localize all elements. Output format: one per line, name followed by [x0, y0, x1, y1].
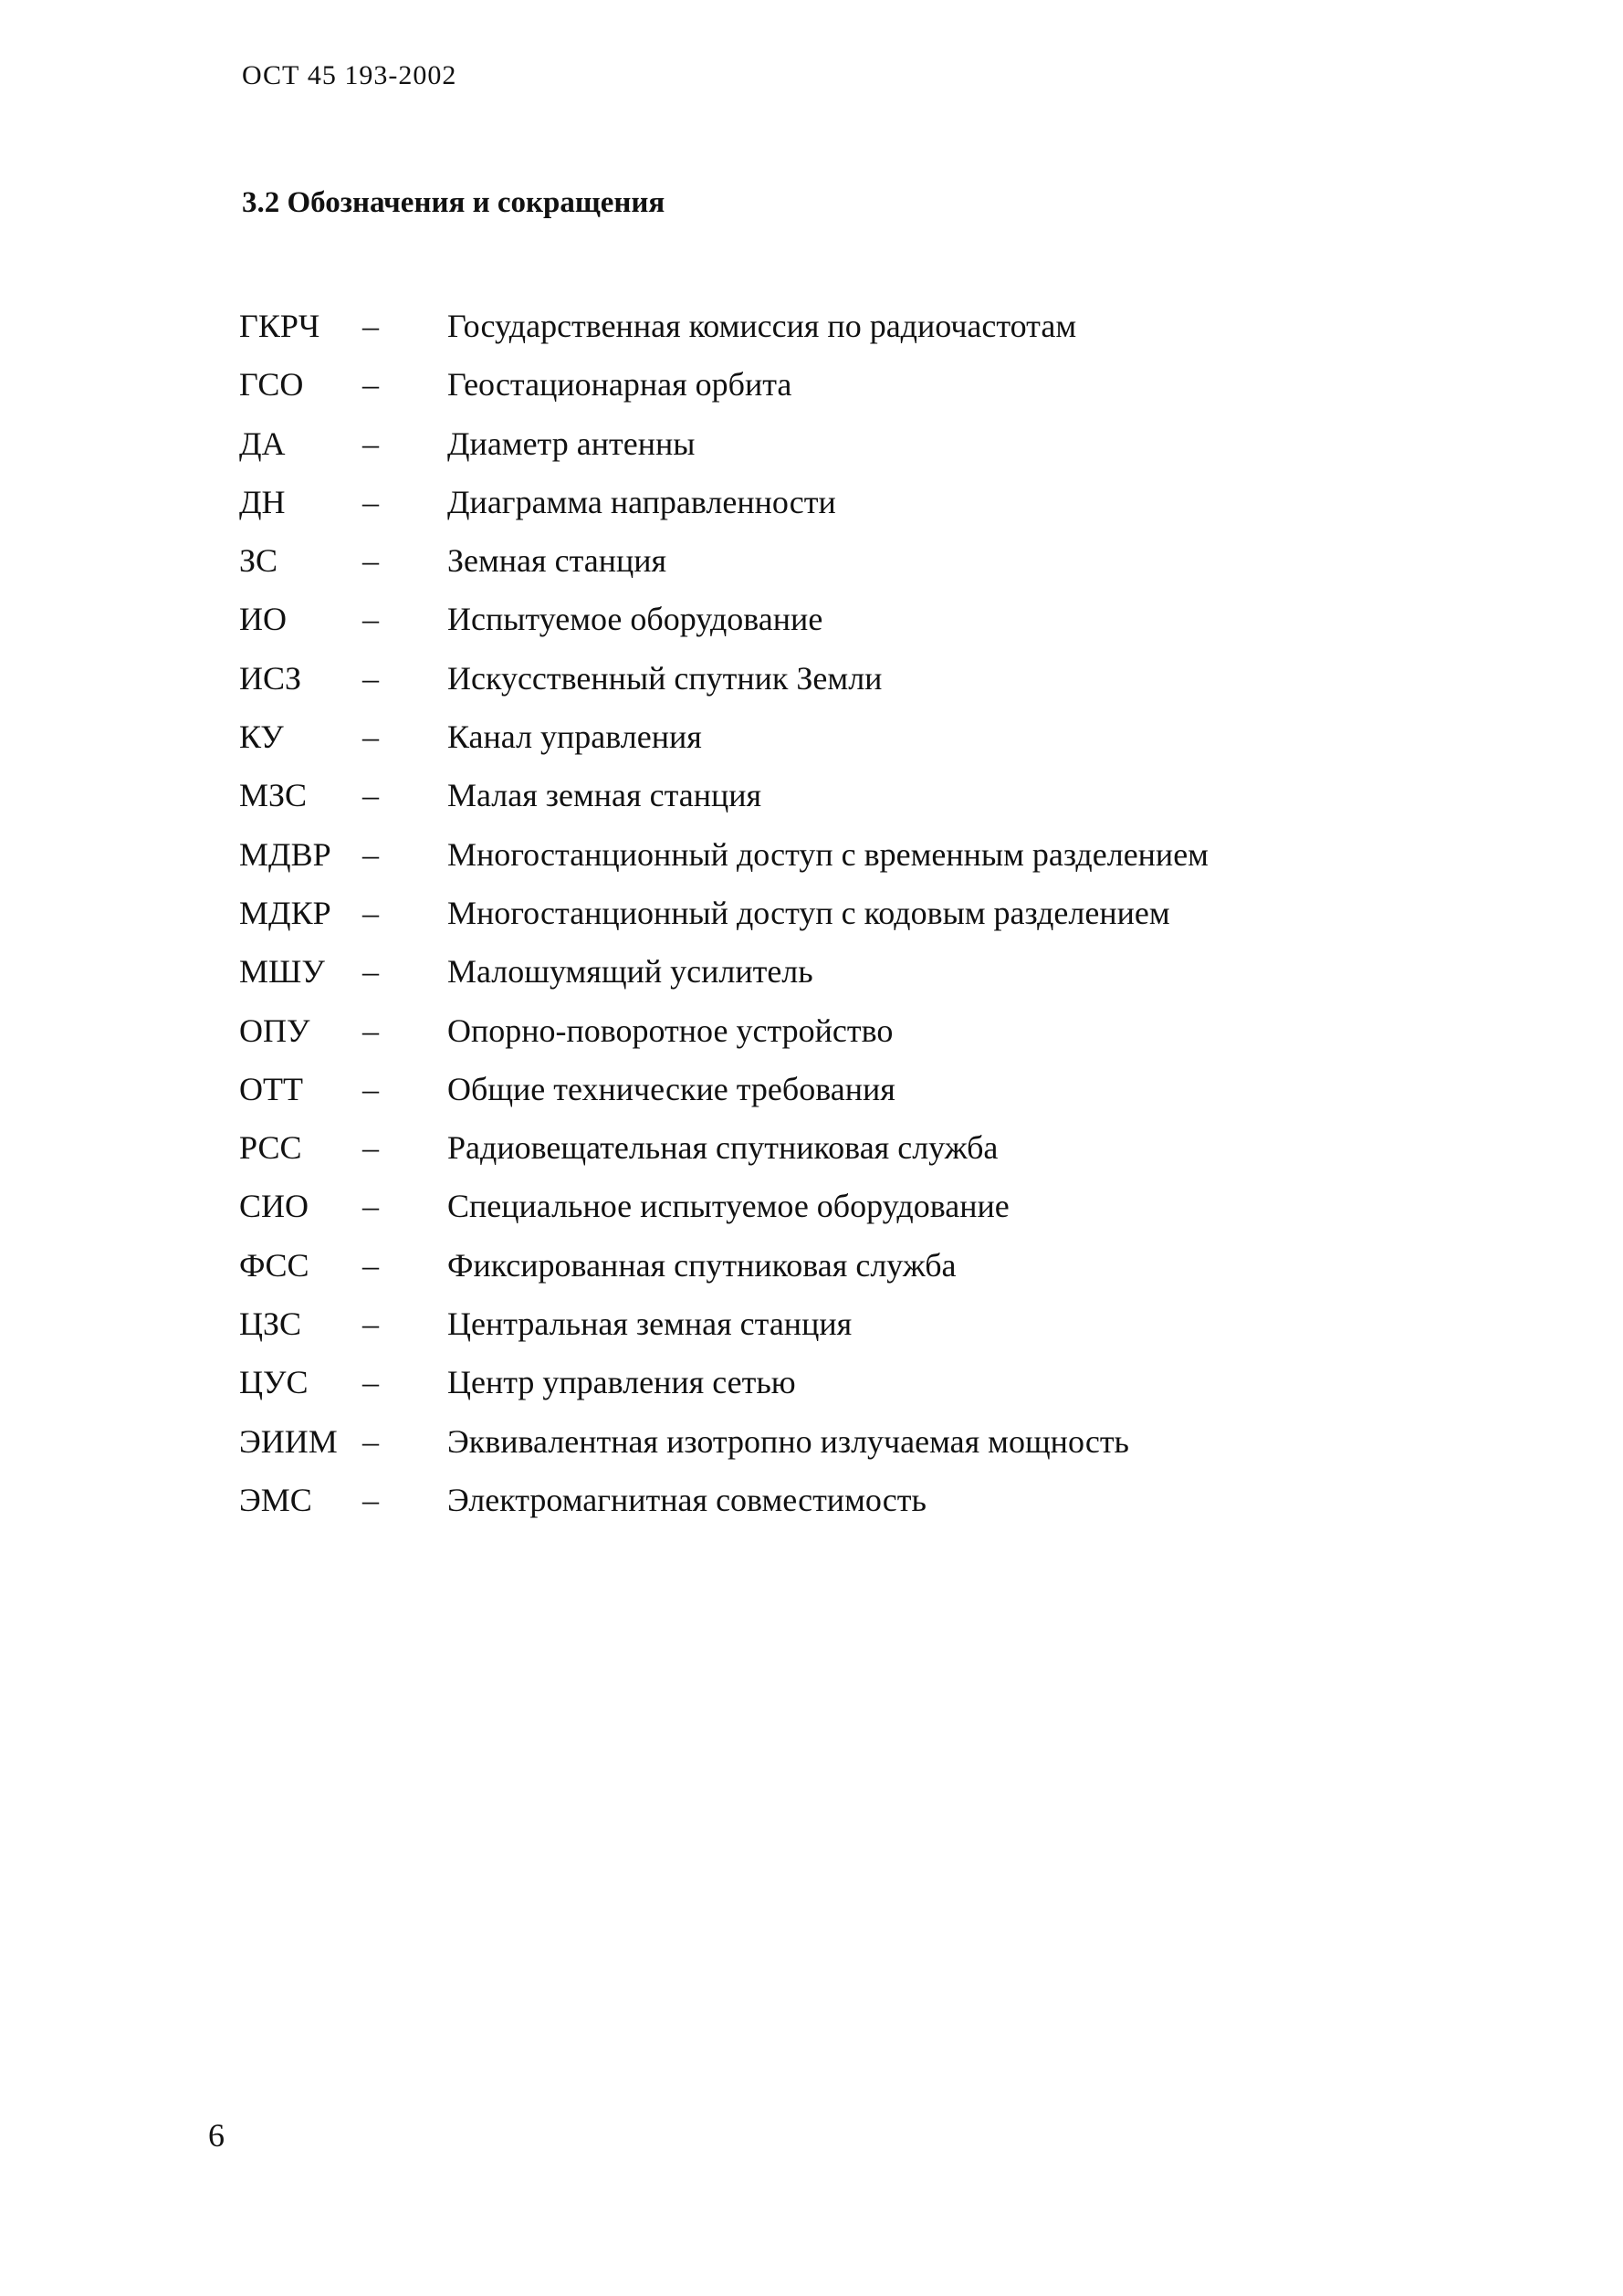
abbreviation-dash: – — [362, 659, 379, 697]
abbreviation-dash: – — [362, 1364, 379, 1401]
abbreviation-dash: – — [362, 1422, 379, 1460]
abbreviation-row — [239, 776, 1209, 834]
abbreviation-row — [239, 1481, 1209, 1539]
abbreviation-list — [239, 307, 1209, 1539]
abbreviation-definition: Электромагнитная совместимость — [447, 1481, 927, 1518]
abbreviation-dash: – — [362, 953, 379, 991]
abbreviation-row — [239, 365, 1209, 424]
abbreviation-term: КУ — [239, 718, 284, 756]
abbreviation-term: ОПУ — [239, 1012, 310, 1049]
abbreviation-dash: – — [362, 777, 379, 814]
abbreviation-dash: – — [362, 1481, 379, 1518]
abbreviation-definition: Многостанционный доступ с кодовым разделением — [447, 894, 1170, 931]
abbreviation-definition: Земная станция — [447, 542, 667, 580]
abbreviation-term: МДВР — [239, 835, 331, 873]
abbreviation-row — [239, 425, 1209, 483]
abbreviation-term: ГКРЧ — [239, 308, 320, 344]
abbreviation-dash: – — [362, 366, 379, 404]
abbreviation-term: СИО — [239, 1188, 309, 1225]
abbreviation-dash: – — [362, 835, 379, 873]
abbreviation-definition: Испытуемое оборудование — [447, 601, 823, 638]
abbreviation-definition: Геостационарная орбита — [447, 366, 792, 404]
abbreviation-definition: Фиксированная спутниковая служба — [447, 1246, 957, 1284]
abbreviation-row — [239, 1012, 1209, 1070]
abbreviation-dash: – — [362, 483, 379, 520]
abbreviation-row — [239, 952, 1209, 1011]
abbreviation-dash: – — [362, 718, 379, 756]
section-title: 3.2 Обозначения и сокращения — [242, 186, 665, 219]
abbreviation-definition: Центр управления сетью — [447, 1364, 796, 1401]
abbreviation-definition: Малая земная станция — [447, 777, 762, 814]
abbreviation-row — [239, 541, 1209, 600]
abbreviation-row — [239, 1422, 1209, 1481]
abbreviation-dash: – — [362, 1246, 379, 1284]
abbreviation-definition: Многостанционный доступ с временным разделением — [447, 835, 1209, 873]
abbreviation-dash: – — [362, 1070, 379, 1107]
abbreviation-definition: Опорно-поворотное устройство — [447, 1012, 894, 1049]
abbreviation-term: ОТТ — [239, 1070, 303, 1107]
abbreviation-definition: Общие технические требования — [447, 1070, 895, 1107]
abbreviation-term: ЦЗС — [239, 1305, 302, 1343]
abbreviation-definition: Диаметр антенны — [447, 425, 696, 462]
abbreviation-dash: – — [362, 1129, 379, 1167]
abbreviation-dash: – — [362, 308, 379, 344]
abbreviation-term: ФСС — [239, 1246, 309, 1284]
abbreviation-row — [239, 1363, 1209, 1421]
abbreviation-row — [239, 1246, 1209, 1305]
abbreviation-term: ЭМС — [239, 1481, 312, 1518]
abbreviation-dash: – — [362, 425, 379, 462]
abbreviation-term: ДН — [239, 483, 286, 520]
abbreviation-row — [239, 659, 1209, 718]
abbreviation-dash: – — [362, 1012, 379, 1049]
abbreviation-dash: – — [362, 601, 379, 638]
abbreviation-row — [239, 307, 1209, 365]
abbreviation-row — [239, 1305, 1209, 1363]
abbreviation-row — [239, 1187, 1209, 1245]
abbreviation-dash: – — [362, 1305, 379, 1343]
abbreviation-term: ДА — [239, 425, 286, 462]
abbreviation-term: ЭИИМ — [239, 1422, 338, 1460]
abbreviation-definition: Канал управления — [447, 718, 702, 756]
document-code: ОСТ 45 193-2002 — [242, 60, 457, 90]
abbreviation-definition: Специальное испытуемое оборудование — [447, 1188, 1010, 1225]
abbreviation-dash: – — [362, 1188, 379, 1225]
abbreviation-row — [239, 894, 1209, 952]
abbreviation-term: МДКР — [239, 894, 331, 931]
abbreviation-dash: – — [362, 894, 379, 931]
abbreviation-definition: Эквивалентная изотропно излучаемая мощность — [447, 1422, 1129, 1460]
abbreviation-term: РСС — [239, 1129, 302, 1167]
abbreviation-row — [239, 718, 1209, 776]
abbreviation-term: ЗС — [239, 542, 278, 580]
abbreviation-row — [239, 835, 1209, 894]
abbreviation-definition: Радиовещательная спутниковая служба — [447, 1129, 999, 1167]
abbreviation-definition: Центральная земная станция — [447, 1305, 853, 1343]
abbreviation-definition: Диаграмма направленности — [447, 483, 836, 520]
abbreviation-row — [239, 483, 1209, 541]
abbreviation-definition: Искусственный спутник Земли — [447, 659, 883, 697]
abbreviation-term: ГСО — [239, 366, 304, 404]
abbreviation-row — [239, 600, 1209, 658]
abbreviation-row — [239, 1128, 1209, 1187]
abbreviation-row — [239, 1070, 1209, 1128]
abbreviation-term: ИО — [239, 601, 287, 638]
abbreviation-definition: Государственная комиссия по радиочастотам — [447, 308, 1077, 344]
abbreviation-dash: – — [362, 542, 379, 580]
abbreviation-term: ЦУС — [239, 1364, 309, 1401]
abbreviation-term: ИСЗ — [239, 659, 302, 697]
page-number: 6 — [208, 2117, 225, 2154]
abbreviation-term: МШУ — [239, 953, 325, 991]
abbreviation-definition: Малошумящий усилитель — [447, 953, 813, 991]
abbreviation-term: МЗС — [239, 777, 308, 814]
